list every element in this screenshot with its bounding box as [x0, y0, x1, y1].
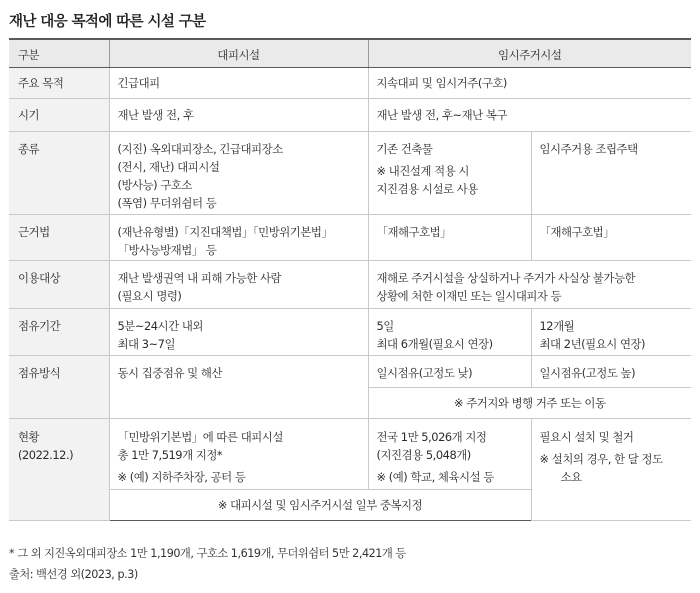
facility-table: [9, 38, 691, 521]
housing-note-cell: ※ 주거지와 병행 거주 또는 이동: [368, 388, 691, 419]
text-line: (지진) 옥외대피장소, 긴급대피장소: [117, 142, 283, 156]
housing-cell-b: 「재해구호법」: [531, 215, 691, 261]
shelter-cell: [109, 309, 368, 356]
housing-cell-b: 일시점유(고정도 높): [531, 356, 691, 388]
text-line: 12개월: [539, 319, 575, 333]
row-status: [9, 419, 691, 490]
row-law: [9, 215, 691, 261]
row-label: 주요 목적: [9, 68, 109, 99]
housing-cell: [368, 261, 691, 309]
text-line: 5분~24시간 내외: [117, 319, 203, 333]
text-line: 5일: [376, 319, 394, 333]
text-line: 필요시 설치 및 철거: [539, 430, 634, 444]
text-line: (폭염) 무더위쉼터 등: [117, 196, 217, 210]
text-line: 기존 건축물: [376, 142, 433, 156]
header-temporary-housing: 임시주거시설: [368, 39, 691, 68]
shelter-cell: [109, 261, 368, 309]
text-line: 재난 발생권역 내 피해 가능한 사람: [117, 271, 282, 285]
note-line: 소요: [560, 470, 582, 484]
source-note: 출처: 백선경 외(2023, p.3): [9, 568, 138, 581]
text-line: 재해로 주거시설을 상실하거나 주거가 사실상 불가능한: [376, 271, 636, 285]
header-shelter: 대피시설: [109, 39, 368, 68]
text-line: 「방사능방재법」 등: [117, 243, 217, 257]
note-line: ※ 내진설계 적용 시: [376, 164, 469, 178]
text-line: (지진겸용 5,048개): [376, 448, 471, 462]
shelter-cell: [109, 132, 368, 215]
row-users: [9, 261, 691, 309]
status-note-cell: ※ 대피시설 및 임시주거시설 일부 중복지정: [109, 490, 531, 521]
housing-cell-a: 「재해구호법」: [368, 215, 531, 261]
row-timing: [9, 99, 691, 132]
note-line: ※ (예) 지하주차장, 공터 등: [117, 470, 246, 484]
text-line: 최대 3~7일: [117, 337, 176, 351]
row-label: 점유기간: [9, 309, 109, 356]
housing-cell-a: [368, 309, 531, 356]
row-label: 종류: [9, 132, 109, 215]
text-line: (2022.12.): [18, 448, 74, 462]
text-line: (전시, 재난) 대피시설: [117, 160, 220, 174]
text-line: 현황: [18, 430, 40, 444]
text-line: 「민방위기본법」에 따른 대피시설: [117, 430, 283, 444]
shelter-cell: 동시 집중점유 및 해산: [109, 356, 368, 419]
row-purpose: [9, 68, 691, 99]
housing-cell: 지속대피 및 임시거주(구호): [368, 68, 691, 99]
row-label: 시기: [9, 99, 109, 132]
header-row: [9, 39, 691, 68]
footnote: * 그 외 지진옥외대피장소 1만 1,190개, 구호소 1,619개, 무더위쉼터 5만 2,421개 등: [9, 547, 406, 560]
row-period: [9, 309, 691, 356]
note-line: ※ (예) 학교, 체육시설 등: [376, 470, 494, 484]
row-label: 점유방식: [9, 356, 109, 419]
text-line: 최대 6개월(필요시 연장): [376, 337, 493, 351]
housing-cell-a: [368, 132, 531, 215]
housing-cell-a: 일시점유(고정도 낮): [368, 356, 531, 388]
housing-cell-a: [368, 419, 531, 490]
row-label: [9, 419, 109, 521]
row-types: [9, 132, 691, 215]
text-line: (재난유형별)「지진대책법」「민방위기본법」: [117, 225, 333, 239]
text-line: (방사능) 구호소: [117, 178, 192, 192]
housing-cell-b: [531, 309, 691, 356]
text-line: 총 1만 7,519개 지정*: [117, 448, 223, 462]
header-category: 구분: [9, 39, 109, 68]
row-label: 근거법: [9, 215, 109, 261]
note-line: 지진겸용 시설로 사용: [376, 182, 478, 196]
page-title: 재난 대응 목적에 따른 시설 구분: [9, 14, 206, 30]
row-label: 이용대상: [9, 261, 109, 309]
text-line: 상황에 처한 이재민 또는 일시대피자 등: [376, 289, 562, 303]
housing-cell-b: 임시주거용 조립주택: [531, 132, 691, 215]
shelter-cell: [109, 215, 368, 261]
note-line: ※ 설치의 경우, 한 달 정도: [539, 452, 663, 466]
shelter-cell: 긴급대피: [109, 68, 368, 99]
row-occupancy: [9, 356, 691, 388]
text-line: 전국 1만 5,026개 지정: [376, 430, 487, 444]
text-line: (필요시 명령): [117, 289, 182, 303]
text-line: 최대 2년(필요시 연장): [539, 337, 646, 351]
shelter-cell: 재난 발생 전, 후: [109, 99, 368, 132]
housing-cell: 재난 발생 전, 후~재난 복구: [368, 99, 691, 132]
shelter-cell: [109, 419, 368, 490]
housing-cell-b: [531, 419, 691, 521]
